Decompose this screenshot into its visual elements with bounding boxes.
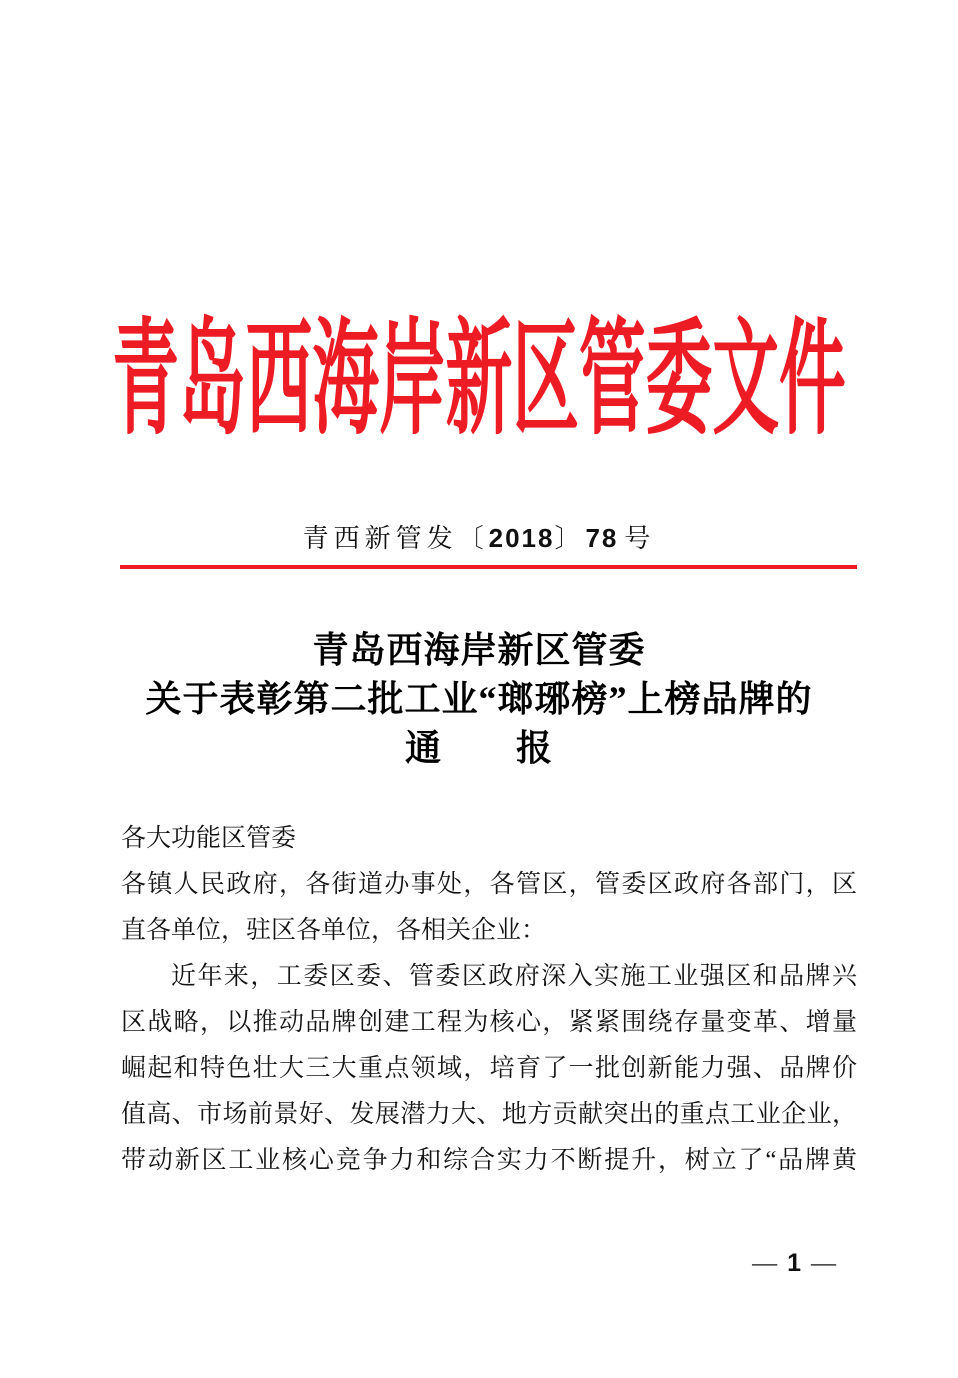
doc-number-serial: 78	[585, 523, 619, 553]
document-line: 带动新区工业核心竞争力和综合实力不断提升，树立了“品牌黄	[121, 1147, 857, 1174]
page-number-dash-left: —	[752, 1250, 778, 1277]
document-number	[0, 518, 958, 555]
document-line: 各镇人民政府，各街道办事处，各管区，管委区政府各部门，区	[121, 871, 857, 898]
document-line: 崛起和特色壮大三大重点领域，培育了一批创新能力强、品牌价	[121, 1055, 857, 1082]
document-line: 直各单位，驻区各单位，各相关企业：	[121, 917, 547, 944]
title-line-1: 青岛西海岸新区管委	[312, 630, 646, 670]
doc-number-suffix: 号	[624, 524, 656, 553]
page-number	[752, 1249, 836, 1278]
title-line-3: 通 报	[404, 728, 553, 768]
doc-number-bracket-close: 〕	[554, 524, 586, 553]
document-body	[121, 816, 857, 1184]
doc-number-prefix: 青西新管发	[302, 524, 458, 553]
title-line-2: 关于表彰第二批工业“瑯琊榜”上榜品牌的	[145, 679, 813, 719]
page-number-value: 1	[787, 1249, 801, 1277]
red-divider-line	[120, 565, 857, 569]
salutation-line: 各大功能区管委	[121, 825, 297, 852]
red-header-banner: 青岛西海岸新区管委文件	[112, 310, 846, 450]
doc-number-year: 2018	[488, 523, 555, 553]
document-title	[60, 626, 898, 773]
document-line: 近年来，工委区委、管委区政府深入实施工业强区和品牌兴	[171, 963, 857, 990]
page-number-dash-right: —	[811, 1250, 836, 1277]
doc-number-bracket-open: 〔	[457, 524, 489, 553]
document-line: 值高、市场前景好、发展潜力大、地方贡献突出的重点工业企业，	[121, 1101, 857, 1128]
document-line: 区战略，以推动品牌创建工程为核心，紧紧围绕存量变革、增量	[121, 1009, 857, 1036]
